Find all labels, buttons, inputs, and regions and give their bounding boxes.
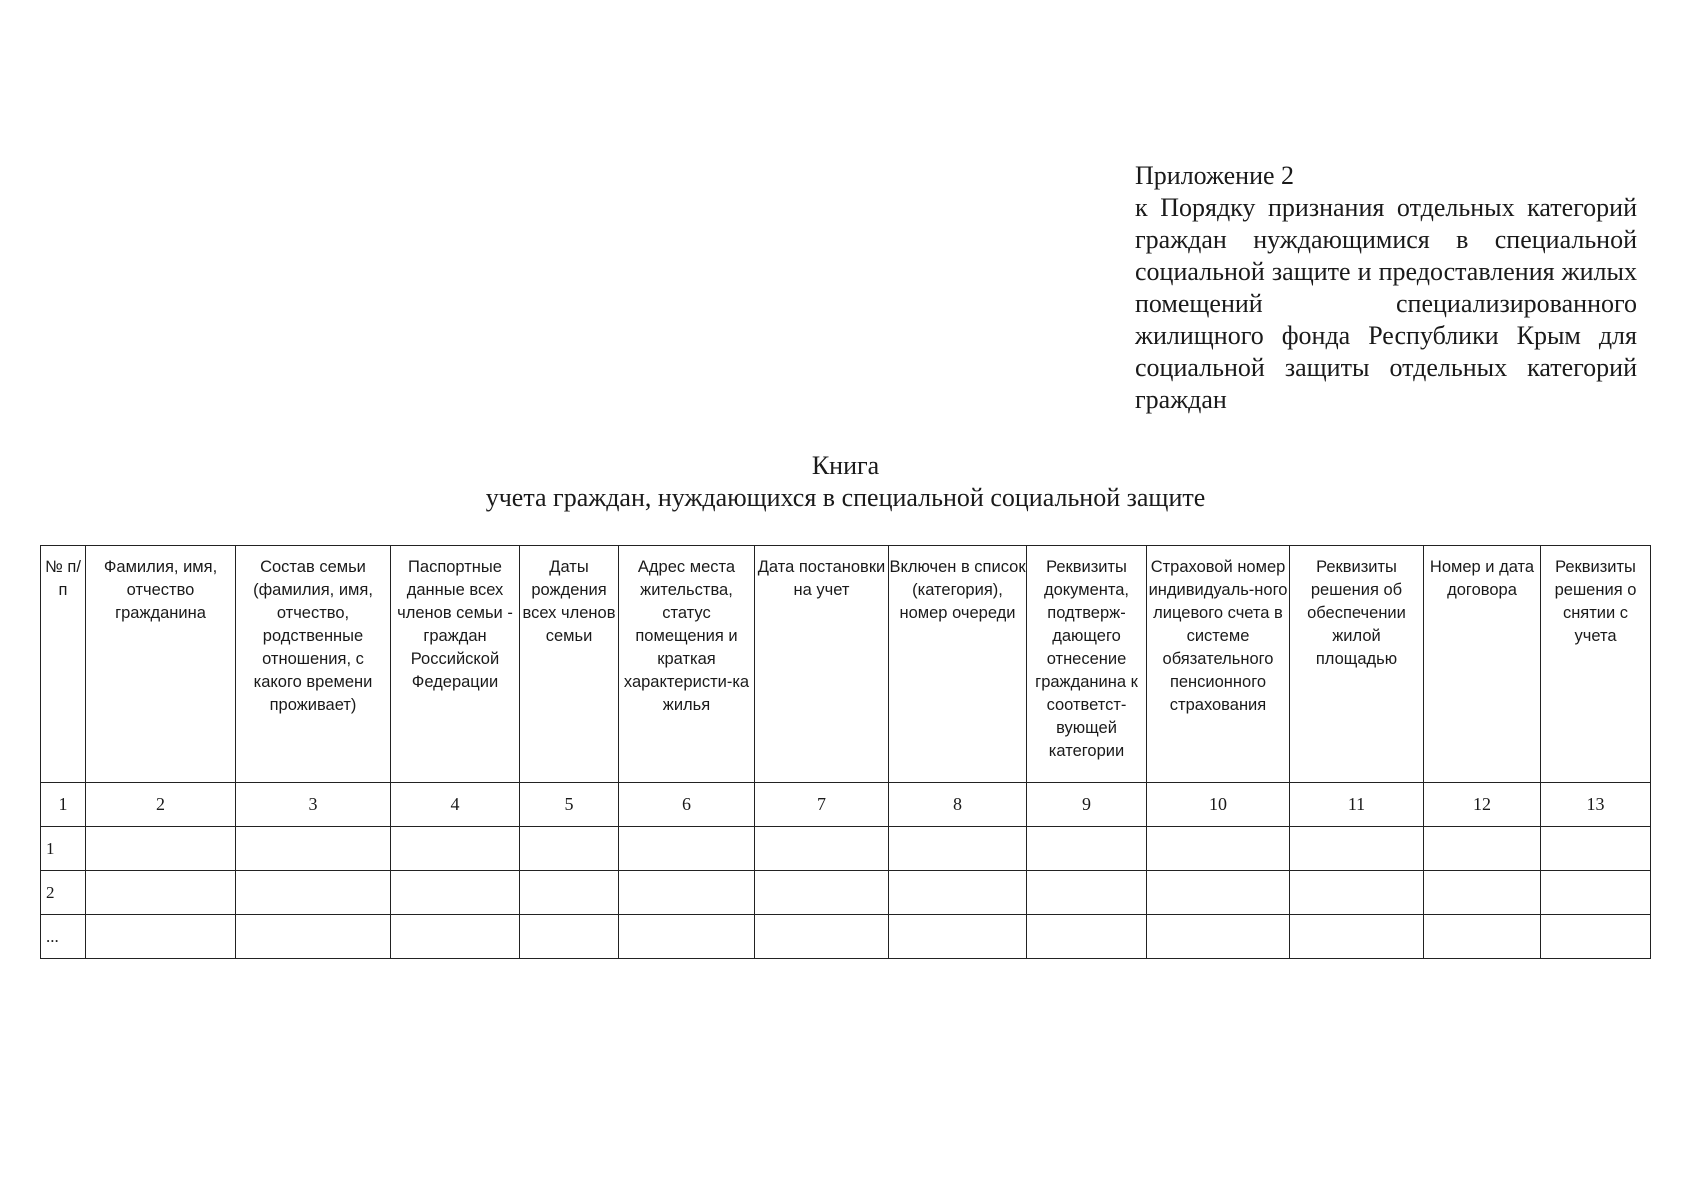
table-cell <box>236 915 391 959</box>
header-cell: Номер и дата договора <box>1424 546 1541 783</box>
header-cell: Реквизиты документа, подтверж-дающего отнесение гражданина к соответст-вующей категории <box>1027 546 1147 783</box>
column-number-cell: 7 <box>755 783 889 827</box>
column-number-cell: 9 <box>1027 783 1147 827</box>
table-cell <box>391 871 520 915</box>
table-cell <box>1290 827 1424 871</box>
table-cell <box>86 827 236 871</box>
appendix-heading: Приложение 2 <box>1135 161 1295 190</box>
table-header-row <box>41 546 1651 783</box>
table-cell <box>520 871 619 915</box>
header-cell: Включен в список (категория), номер очереди <box>889 546 1027 783</box>
table-cell <box>236 871 391 915</box>
column-number-cell: 10 <box>1147 783 1290 827</box>
table-cell <box>619 871 755 915</box>
table-cell <box>1027 827 1147 871</box>
table-cell <box>520 827 619 871</box>
title-line-1: Книга <box>811 451 880 480</box>
table-row <box>41 827 1651 871</box>
table-cell <box>619 915 755 959</box>
table-cell <box>1424 827 1541 871</box>
column-number-cell: 4 <box>391 783 520 827</box>
table-cell <box>755 915 889 959</box>
row-number-cell: ... <box>41 915 86 959</box>
column-number-cell: 5 <box>520 783 619 827</box>
row-number-cell: 1 <box>41 827 86 871</box>
column-number-cell: 1 <box>41 783 86 827</box>
table-row <box>41 871 1651 915</box>
table-row <box>41 915 1651 959</box>
row-number-cell: 2 <box>41 871 86 915</box>
table-cell <box>1027 871 1147 915</box>
table-cell <box>1424 871 1541 915</box>
table-cell <box>1290 915 1424 959</box>
table-cell <box>86 915 236 959</box>
appendix-block <box>1135 160 1637 416</box>
table-cell <box>1424 915 1541 959</box>
table-cell <box>391 915 520 959</box>
table-cell <box>889 827 1027 871</box>
column-number-cell: 8 <box>889 783 1027 827</box>
table-cell <box>1290 871 1424 915</box>
table-cell <box>391 827 520 871</box>
table-cell <box>1541 915 1651 959</box>
table-cell <box>889 871 1027 915</box>
table-cell <box>619 827 755 871</box>
header-cell: Состав семьи (фамилия, имя, отчество, родственные отношения, с какого времени проживает) <box>236 546 391 783</box>
header-cell: Даты рождения всех членов семьи <box>520 546 619 783</box>
column-number-cell: 6 <box>619 783 755 827</box>
table-cell <box>86 871 236 915</box>
column-number-cell: 12 <box>1424 783 1541 827</box>
table-cell <box>755 871 889 915</box>
table-cell <box>889 915 1027 959</box>
table-cell <box>520 915 619 959</box>
table-cell <box>755 827 889 871</box>
header-cell: Фамилия, имя, отчество гражданина <box>86 546 236 783</box>
registration-book-table <box>40 545 1651 959</box>
header-cell: Дата постановки на учет <box>755 546 889 783</box>
document-title <box>0 450 1691 514</box>
table-cell <box>1147 827 1290 871</box>
column-number-row <box>41 783 1651 827</box>
column-number-cell: 3 <box>236 783 391 827</box>
column-number-cell: 11 <box>1290 783 1424 827</box>
header-cell: Реквизиты решения о снятии с учета <box>1541 546 1651 783</box>
appendix-text: к Порядку признания отдельных категорий граждан нуждающимися в специальной социальной защите и предоставления жилых помещений специализированного жилищного фонда Республики Крым для социальной защиты отдельных категорий граждан <box>1135 193 1637 414</box>
header-cell: Реквизиты решения об обеспечении жилой площадью <box>1290 546 1424 783</box>
table-cell <box>1541 827 1651 871</box>
header-cell: № п/п <box>41 546 86 783</box>
column-number-cell: 13 <box>1541 783 1651 827</box>
table-cell <box>1147 871 1290 915</box>
table-cell <box>1541 871 1651 915</box>
table-cell <box>1027 915 1147 959</box>
table-cell <box>236 827 391 871</box>
header-cell: Адрес места жительства, статус помещения и краткая характеристи-ка жилья <box>619 546 755 783</box>
header-cell: Паспортные данные всех членов семьи - граждан Российской Федерации <box>391 546 520 783</box>
table-cell <box>1147 915 1290 959</box>
column-number-cell: 2 <box>86 783 236 827</box>
title-line-2: учета граждан, нуждающихся в специальной социальной защите <box>485 483 1206 512</box>
header-cell: Страховой номер индивидуаль-ного лицевого счета в системе обязательного пенсионного страхования <box>1147 546 1290 783</box>
